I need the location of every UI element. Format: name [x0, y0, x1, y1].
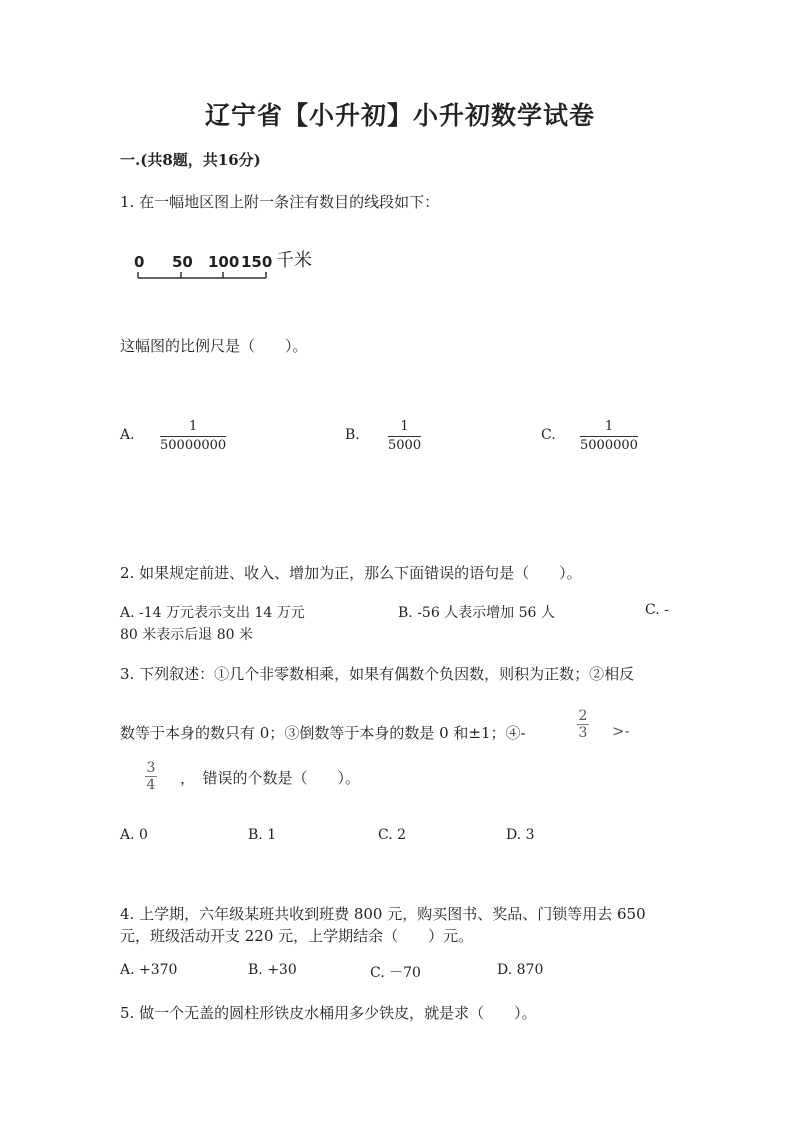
- fraction-denominator: 5000000: [580, 438, 638, 453]
- q1-option-c-label: C.: [541, 427, 556, 443]
- fraction-numerator: 1: [400, 419, 409, 434]
- scale-label-100: 100: [208, 253, 240, 271]
- fraction-numerator: 1: [188, 419, 198, 434]
- q3-option-d: D. 3: [506, 827, 535, 843]
- fraction-denominator: 50000000: [160, 438, 227, 453]
- q5-stem: 5. 做一个无盖的圆柱形铁皮水桶用多少铁皮，就是求（ ）。: [120, 1004, 537, 1022]
- q1-option-a-fraction: [160, 420, 226, 453]
- fraction-denominator: 5000: [388, 438, 422, 453]
- fraction-denominator: 3: [578, 725, 588, 741]
- section-heading: 一.(共8题，共16分): [120, 151, 261, 169]
- q4-option-c: C. －70: [370, 965, 421, 981]
- q3-fraction-two-thirds: [577, 708, 589, 741]
- scale-label-50: 50: [172, 253, 193, 271]
- page-title: 辽宁省【小升初】小升初数学试卷: [204, 101, 595, 130]
- q1-option-c-fraction: [580, 420, 638, 453]
- scale-bar-figure: [130, 248, 330, 288]
- scale-label-150: 150: [241, 253, 273, 271]
- fraction-numerator: 3: [146, 760, 156, 776]
- q3-line-1: 3. 下列叙述：①几个非零数相乘，如果有偶数个负因数，则积为正数；②相反: [120, 665, 635, 683]
- q3-comparison-sign: >-: [612, 722, 630, 740]
- q4-line-2: 元，班级活动开支 220 元，上学期结余（ ）元。: [120, 927, 474, 945]
- q1-stem: 1. 在一幅地区图上附一条注有数目的线段如下：: [120, 193, 440, 211]
- fraction-denominator: 4: [146, 777, 156, 793]
- q3-line-3: ， 错误的个数是（ ）。: [180, 769, 361, 787]
- fraction-numerator: 1: [604, 419, 614, 434]
- q3-option-a: A. 0: [120, 827, 148, 843]
- q1-option-a-label: A.: [120, 427, 135, 443]
- q3-fraction-three-quarters: [145, 760, 157, 793]
- q2-option-a: A. -14 万元表示支出 14 万元: [120, 605, 305, 621]
- q2-option-c: C. -: [645, 602, 669, 618]
- q1-option-b-fraction: [388, 420, 421, 453]
- q4-option-d: D. 870: [497, 962, 544, 978]
- q2-stem: 2. 如果规定前进、收入、增加为正，那么下面错误的语句是（ ）。: [120, 564, 582, 582]
- scale-unit: 千米: [276, 250, 312, 271]
- fraction-numerator: 2: [578, 708, 588, 724]
- q1-question: 这幅图的比例尺是（ ）。: [120, 337, 308, 355]
- scale-label-0: 0: [134, 253, 145, 271]
- q2-option-c-continued: 80 米表示后退 80 米: [120, 627, 253, 643]
- q3-line-2: 数等于本身的数只有 0；③倒数等于本身的数是 0 和±1；④-: [120, 724, 526, 742]
- q4-option-b: B. +30: [248, 962, 297, 978]
- q1-option-b-label: B.: [345, 427, 360, 443]
- q3-option-c: C. 2: [378, 827, 407, 843]
- q2-option-b: B. -56 人表示增加 56 人: [398, 605, 555, 621]
- q4-line-1: 4. 上学期，六年级某班共收到班费 800 元，购买图书、奖品、门锁等用去 650: [120, 905, 646, 923]
- q4-option-a: A. +370: [120, 962, 178, 978]
- q3-option-b: B. 1: [248, 827, 277, 843]
